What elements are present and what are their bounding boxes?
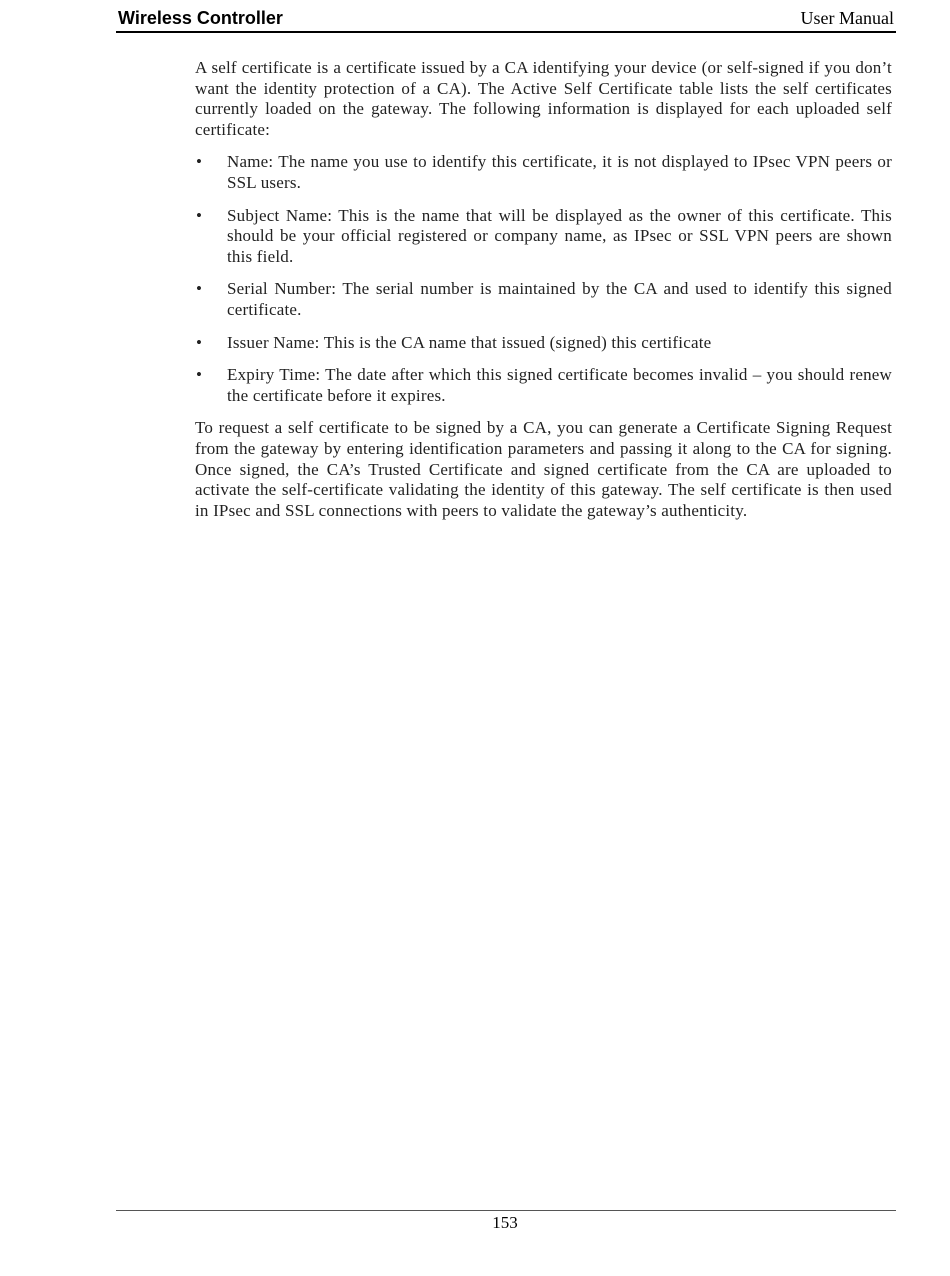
document-type-label: User Manual bbox=[800, 8, 894, 28]
list-item-text: Issuer Name: This is the CA name that issued (signed) this certificate bbox=[227, 332, 712, 352]
document-title: Wireless Controller bbox=[118, 8, 283, 28]
list-item-serial-number bbox=[195, 279, 892, 320]
list-item-name bbox=[195, 152, 892, 193]
page-body bbox=[195, 58, 892, 521]
list-item-text: Subject Name: This is the name that will be displayed as the owner of this certificate. This should be your official registered or company name, as IPsec or SSL VPN peers are shown this field. bbox=[227, 205, 892, 266]
page-header bbox=[116, 6, 896, 33]
list-item-expiry-time bbox=[195, 365, 892, 406]
page-number: 153 bbox=[492, 1213, 518, 1232]
bullet-icon: • bbox=[196, 279, 203, 299]
bullet-icon: • bbox=[196, 365, 203, 385]
bullet-icon: • bbox=[196, 205, 203, 225]
list-item-text: Expiry Time: The date after which this signed certificate becomes invalid – you should renew the certificate before it expires. bbox=[227, 365, 892, 405]
list-item-subject-name bbox=[195, 206, 892, 268]
list-item-issuer-name bbox=[195, 333, 892, 354]
bullet-icon: • bbox=[196, 332, 203, 352]
intro-paragraph: A self certificate is a certificate issued by a CA identifying your device (or self-signed if you don’t want the identity protection of a CA). The Active Self Certificate table lists the self certificates currently loaded on the gateway. The following information is displayed for each uploaded self certificate: bbox=[195, 58, 892, 139]
list-item-text: Serial Number: The serial number is maintained by the CA and used to identify this signed certificate. bbox=[227, 279, 892, 319]
footer-rule bbox=[116, 1210, 896, 1211]
bullet-icon: • bbox=[196, 152, 203, 172]
certificate-fields-list bbox=[195, 152, 892, 406]
closing-paragraph: To request a self certificate to be signed by a CA, you can generate a Certificate Signing Request from the gateway by entering identification parameters and passing it along to the CA for signing. Once signed, the CA’s Trusted Certificate and signed certificate from the CA are uploaded to activate the self-certificate validating the identity of this gateway. The self certificate is then used in IPsec and SSL connections with peers to validate the gateway’s authenticity. bbox=[195, 418, 892, 520]
list-item-text: Name: The name you use to identify this certificate, it is not displayed to IPsec VPN peers or SSL users. bbox=[227, 152, 892, 192]
